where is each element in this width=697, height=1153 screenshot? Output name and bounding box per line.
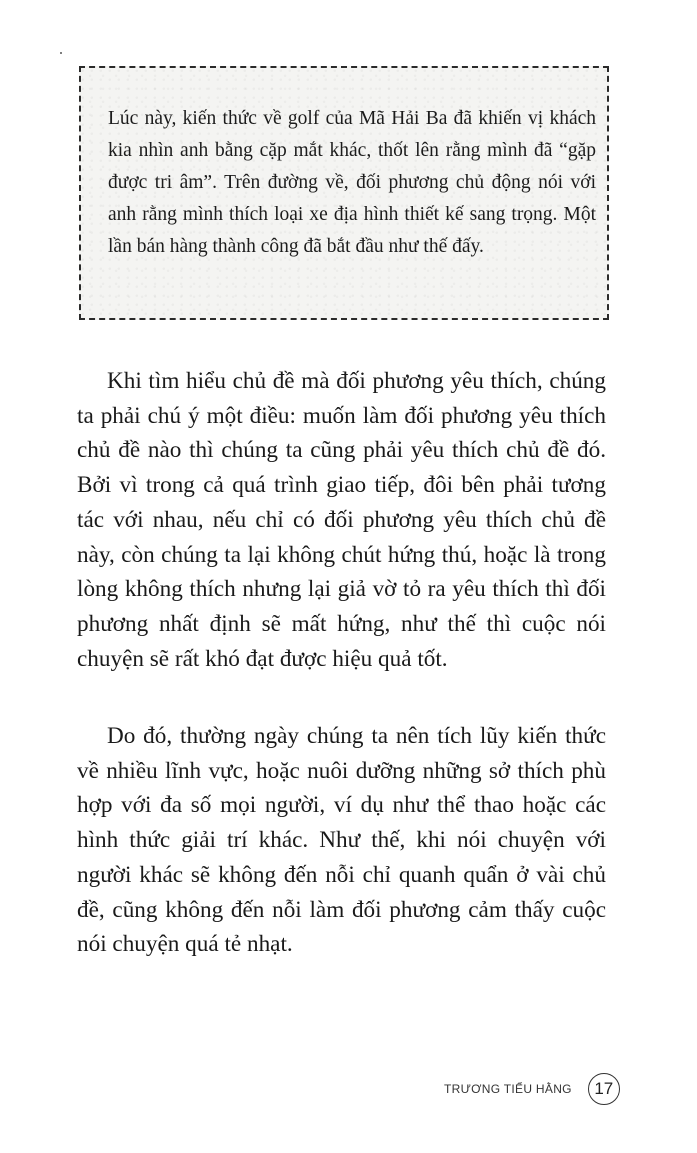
body-paragraph-2: Do đó, thường ngày chúng ta nên tích lũy kiến thức về nhiều lĩnh vực, hoặc nuôi dưỡng những sở thích phù hợp với đa số mọi người, ví dụ như thể thao hoặc các hình thức giải trí khác. Như thế, khi nói chuyện với người khác sẽ không đến nỗi chỉ quanh quẩn ở vài chủ đề, cũng không đến nỗi làm đối phương cảm thấy cuộc nói chuyện quá tẻ nhạt. — [77, 723, 606, 958]
page-footer — [444, 1069, 620, 1109]
callout-text: Lúc này, kiến thức về golf của Mã Hải Ba đã khiến vị khách kia nhìn anh bằng cặp mắt khác, thốt lên rằng mình đã “gặp được tri âm”. Trên đường về, đối phương chủ động nói với anh rằng mình thích loại xe địa hình thiết kế sang trọng. Một lần bán hàng thành công đã bắt đầu như thế đấy. — [108, 108, 596, 257]
page-number: 17 — [588, 1073, 620, 1105]
author-name: TRƯƠNG TIỂU HẰNG — [444, 1082, 572, 1096]
body-paragraph-1: Khi tìm hiểu chủ đề mà đối phương yêu thích, chúng ta phải chú ý một điều: muốn làm đối phương yêu thích chủ đề nào thì chúng ta cũng phải yêu thích chủ đề đó. Bởi vì trong cả quá trình giao tiếp, đôi bên phải tương tác với nhau, nếu chỉ có đối phương yêu thích chủ đề này, còn chúng ta lại không chút hứng thú, hoặc là trong lòng không thích nhưng lại giả vờ tỏ ra yêu thích thì đối phương nhất định sẽ mất hứng, như thế thì cuộc nói chuyện sẽ rất khó đạt được hiệu quả tốt. — [77, 368, 606, 672]
scan-speck — [60, 52, 62, 54]
